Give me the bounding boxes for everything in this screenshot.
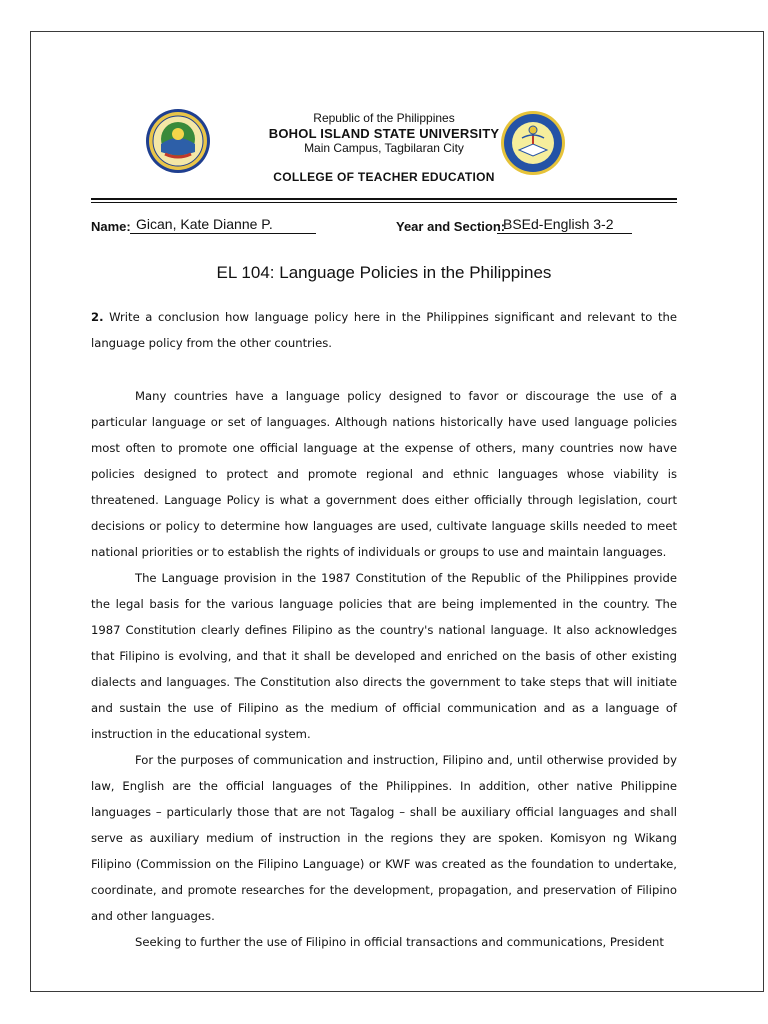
year-section-label: Year and Section:	[396, 219, 506, 234]
question-text: Write a conclusion how language policy here in the Philippines significant and relevant to the language policy from the other countries.	[91, 310, 678, 350]
question-number: 2.	[91, 310, 104, 324]
essay-paragraph: Seeking to further the use of Filipino in official transactions and communications, President	[135, 935, 664, 949]
republic-heading: Republic of the Philippines	[313, 111, 455, 125]
year-section-field: BSEd-English 3-2	[497, 216, 632, 234]
name-label: Name:	[91, 219, 131, 234]
question-prompt	[91, 304, 677, 356]
document-title: EL 104: Language Policies in the Philippines	[216, 263, 552, 282]
essay-paragraph: Many countries have a language policy designed to favor or discourage the use of a particular language or set of languages. Although nations historically have used language policies most often to promote one official language at the expense of others, many countries now have policies designed to protect and promote regional and ethnic languages whose viability is threatened. Language Policy is what a government does either officially through legislation, court decisions or policy to determine how languages are used, cultivate language skills needed to meet national priorities or to establish the rights of individuals or groups to use and maintain languages.	[91, 389, 677, 559]
name-field: Gican, Kate Dianne P.	[130, 216, 316, 234]
header-divider-secondary	[91, 202, 677, 203]
college-name: COLLEGE OF TEACHER EDUCATION	[273, 170, 495, 184]
essay-paragraph: The Language provision in the 1987 Constitution of the Republic of the Philippines provide the legal basis for the various language policies that are being implemented in the country. The 1987 Constitution clearly defines Filipino as the country's national language. It also acknowledges that Filipino is evolving, and that it shall be developed and enriched on the basis of other existing dialects and languages. The Constitution also directs the government to take steps that will initiate and sustain the use of Filipino as the medium of official communication and as a language of instruction in the educational system.	[91, 571, 677, 741]
campus-location: Main Campus, Tagbilaran City	[304, 141, 464, 155]
university-name: BOHOL ISLAND STATE UNIVERSITY	[268, 126, 500, 141]
essay-body	[91, 383, 677, 955]
header-divider	[91, 198, 677, 200]
essay-paragraph: For the purposes of communication and instruction, Filipino and, until otherwise provided by law, English are the official languages of the Philippines. In addition, other native Philippine languages – particularly those that are not Tagalog – shall be auxiliary official languages and shall serve as auxiliary medium of instruction in the regions they are spoken. Komisyon ng Wikang Filipino (Commission on the Filipino Language) or KWF was created as the foundation to undertake, coordinate, and promote researches for the development, propagation, and preservation of Filipino and other languages.	[91, 753, 677, 923]
